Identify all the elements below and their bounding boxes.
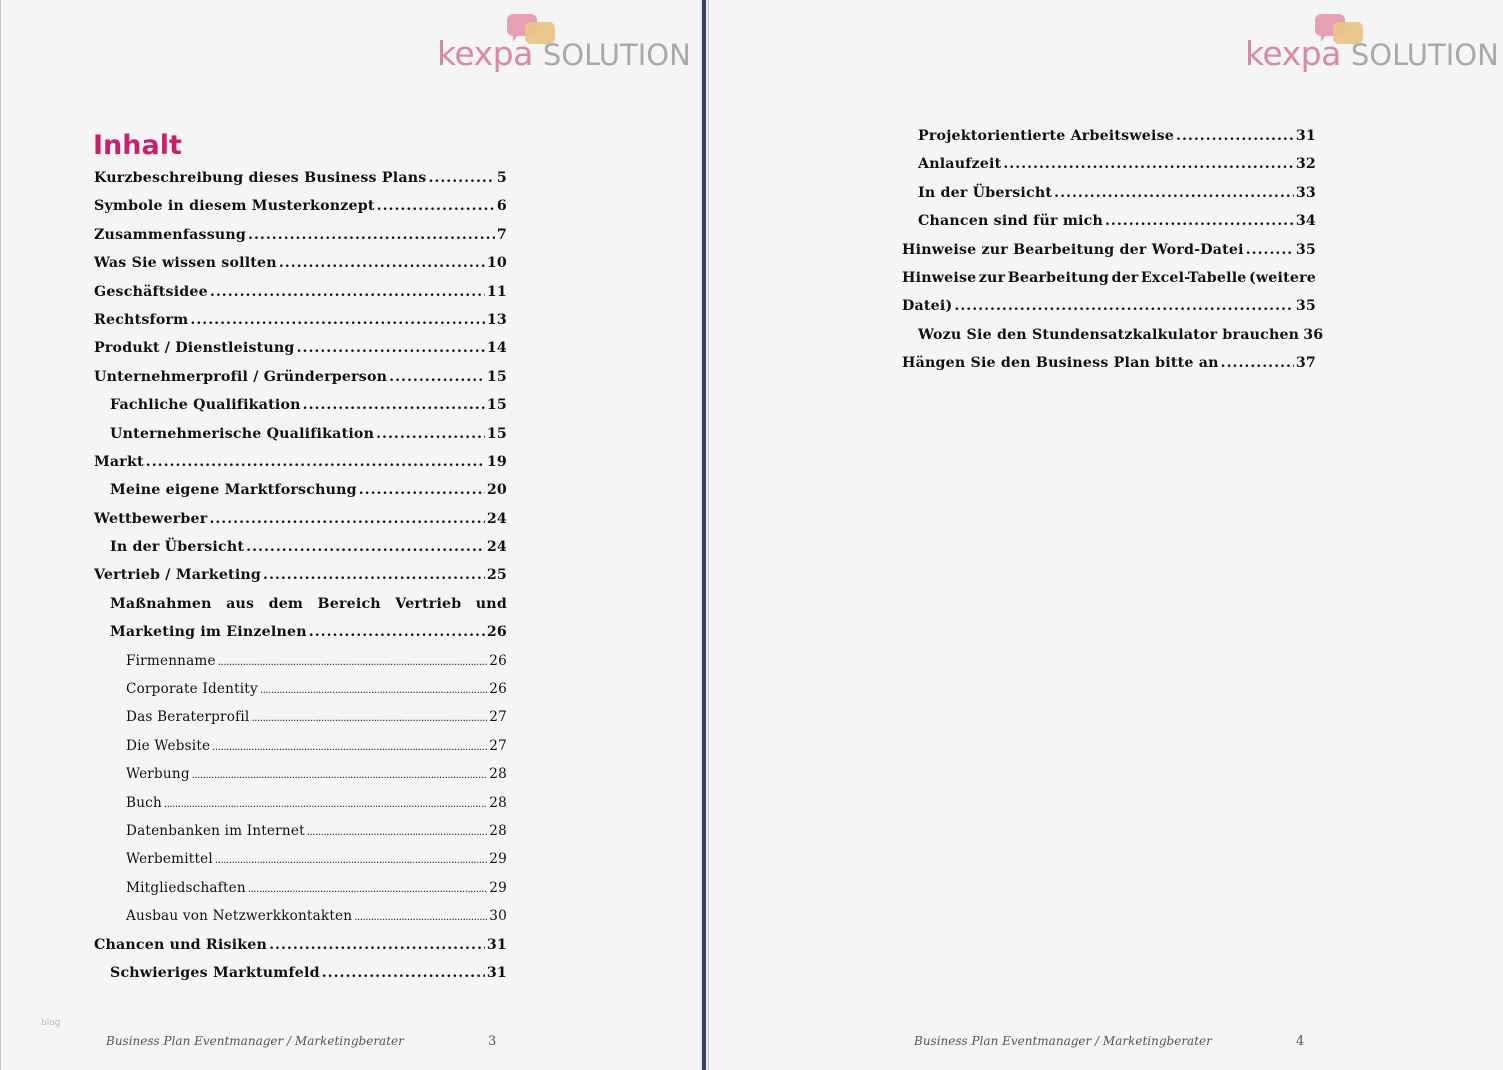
gutter-bar (702, 0, 706, 1070)
toc-entry-word: Bereich (317, 595, 381, 612)
page-footer: Business Plan Eventmanager / Marketingberater (914, 1034, 1212, 1048)
toc-entry-label: Rechtsform (94, 311, 189, 328)
toc-leader-dots (209, 505, 484, 533)
page-number: 3 (488, 1034, 497, 1049)
toc-entry-label: Marketing im Einzelnen (110, 624, 307, 641)
toc-entry-page: 32 (1295, 156, 1316, 173)
logo-text-secondary: SOLUTION (1350, 38, 1499, 72)
toc-entry-page: 24 (486, 510, 507, 527)
toc-leader-dots (307, 819, 488, 847)
company-logo (437, 12, 691, 74)
toc-entries-primary (94, 164, 507, 590)
toc-leader-dots (215, 847, 487, 875)
toc-entry-label: Werbung (126, 766, 190, 783)
toc-entry-label: Unternehmerprofil / Gründerperson (94, 368, 388, 385)
toc-entry-page: 26 (489, 681, 507, 698)
toc-leader-dots (1246, 236, 1294, 264)
toc-entry[interactable] (110, 618, 507, 646)
toc-entry-word: zur (978, 269, 1006, 286)
toc-entry-label: Schwieriges Marktumfeld (110, 964, 320, 981)
toc-leader-dots (260, 677, 487, 705)
toc-entry-page: 37 (1295, 355, 1316, 372)
toc-entries-top (902, 122, 1316, 264)
toc-entry-page: 31 (486, 936, 507, 953)
toc-entry-page: 14 (486, 340, 507, 357)
toc-entry-word: Bearbeitung (1007, 269, 1110, 286)
logo-wordmark (1245, 34, 1499, 75)
toc-entry[interactable] (110, 959, 507, 987)
toc-entry-word: und (475, 595, 507, 612)
toc-entry-page: 24 (486, 539, 507, 556)
toc-entry-word: Excel-Tabelle (1140, 269, 1247, 286)
toc-entry[interactable] (126, 789, 507, 817)
toc-leader-dots (354, 904, 487, 932)
toc-entry-page: 34 (1295, 213, 1316, 230)
toc-entry-label: Werbemittel (126, 851, 213, 868)
toc-leader-dots (309, 618, 485, 646)
toc-entry[interactable] (902, 349, 1316, 377)
page-4 (708, 0, 1503, 1070)
toc-entry-page: 36 (1303, 326, 1324, 343)
toc-entry-page: 5 (496, 170, 507, 186)
toc-entry-label: Ausbau von Netzwerkkontakten (126, 908, 353, 925)
table-of-contents-right (902, 122, 1324, 378)
page-gutter (700, 0, 708, 1070)
toc-entry[interactable] (94, 306, 507, 334)
toc-entry-label: Markt (94, 453, 144, 470)
toc-entry[interactable] (94, 334, 507, 362)
toc-entry-word: Maßnahmen (110, 595, 212, 612)
toc-entry[interactable] (94, 192, 507, 220)
toc-leader-dots (269, 931, 485, 959)
toc-entry[interactable] (126, 902, 507, 930)
toc-entry-label: Projektorientierte Arbeitsweise (918, 128, 1174, 144)
toc-entry-page: 15 (486, 425, 507, 442)
toc-entry-page: 15 (486, 368, 507, 385)
toc-entry[interactable] (918, 321, 1324, 349)
toc-entry[interactable] (110, 533, 507, 561)
toc-entry-label: Wettbewerber (94, 510, 208, 527)
toc-entry-label: Was Sie wissen sollten (94, 255, 277, 272)
toc-entry-label: Firmenname (126, 652, 216, 669)
toc-leader-dots (218, 649, 488, 677)
toc-entry-page: 19 (486, 453, 507, 470)
toc-entry[interactable] (94, 221, 507, 249)
toc-leader-dots (246, 533, 485, 561)
toc-leader-dots (303, 391, 485, 419)
toc-entry-label: Anlaufzeit (918, 156, 1002, 173)
toc-heading: Inhalt (93, 130, 182, 161)
toc-entry-page: 20 (486, 482, 507, 499)
toc-entry-word: Vertrieb (395, 595, 462, 612)
toc-leader-dots (954, 292, 1293, 320)
toc-entry-page: 29 (489, 879, 507, 896)
toc-entry-label: Datei) (902, 298, 953, 315)
toc-entry-page: 31 (1295, 128, 1316, 144)
toc-entry-page: 7 (496, 226, 507, 243)
toc-entry-label: Chancen und Risiken (94, 936, 268, 953)
toc-leader-dots (297, 334, 485, 362)
toc-entry-page: 35 (1295, 298, 1316, 315)
toc-entry[interactable] (94, 561, 507, 589)
toc-entry-word: Hinweise (902, 269, 977, 286)
logo-wordmark (437, 34, 691, 75)
toc-entry-label: Corporate Identity (126, 681, 258, 698)
toc-entry-label: Mitgliedschaften (126, 879, 246, 896)
toc-leader-dots (428, 164, 494, 192)
toc-entry-label: Buch (126, 794, 162, 811)
toc-entry[interactable] (126, 845, 507, 873)
toc-entry-word: aus (226, 595, 255, 612)
toc-entry[interactable] (110, 420, 507, 448)
toc-leader-dots (263, 561, 485, 589)
toc-entry-label: Die Website (126, 737, 211, 754)
table-of-contents-left (94, 164, 507, 987)
toc-leader-dots (389, 363, 485, 391)
toc-entries-bottom (902, 321, 1324, 378)
toc-leader-dots (1003, 150, 1293, 178)
toc-entry-page: 26 (486, 624, 507, 641)
toc-entry[interactable] (110, 476, 507, 504)
toc-leader-dots (1221, 349, 1294, 377)
toc-entry-label: Vertrieb / Marketing (94, 567, 262, 584)
toc-entry-page: 10 (486, 255, 507, 272)
toc-entry-page: 31 (486, 964, 507, 981)
toc-entry[interactable] (918, 122, 1316, 150)
toc-entry[interactable] (918, 179, 1316, 207)
toc-entry[interactable] (918, 150, 1316, 178)
toc-entries-sub (94, 647, 507, 931)
toc-entries-tail (94, 931, 507, 988)
toc-leader-dots (1176, 122, 1294, 150)
page-3 (0, 0, 701, 1070)
logo-text-secondary: SOLUTION (542, 38, 691, 72)
toc-entry-wrapped-line[interactable] (110, 590, 507, 618)
toc-entry[interactable] (126, 732, 507, 760)
toc-leader-dots (1054, 179, 1294, 207)
toc-entry[interactable] (126, 647, 507, 675)
toc-entry-page: 15 (486, 397, 507, 414)
toc-entry-page: 6 (496, 198, 507, 215)
toc-entry-label: In der Übersicht (918, 184, 1053, 201)
toc-entry[interactable] (94, 931, 507, 959)
logo-text-primary: kexpa (437, 34, 533, 73)
toc-entry-page: 28 (489, 822, 507, 839)
toc-entry-page: 25 (486, 567, 507, 584)
toc-leader-dots (248, 876, 487, 904)
toc-entry-label: Zusammenfassung (94, 226, 247, 243)
toc-entry-label: Symbole in diesem Musterkonzept (94, 198, 375, 215)
toc-entry-label: Hinweise zur Bearbeitung der Word-Datei (902, 241, 1244, 258)
toc-entry-page: 33 (1295, 184, 1316, 201)
toc-leader-dots (164, 791, 487, 819)
toc-entry-label: Meine eigene Marktforschung (110, 482, 357, 499)
toc-entry[interactable] (126, 675, 507, 703)
toc-entry-label: Datenbanken im Internet (126, 822, 305, 839)
toc-entry-label: Wozu Sie den Stundensatzkalkulator brauchen (918, 326, 1300, 343)
toc-leader-dots (210, 278, 485, 306)
toc-leader-dots (251, 705, 487, 733)
toc-entry-label: Produkt / Dienstleistung (94, 340, 295, 357)
toc-leader-dots (322, 959, 485, 987)
toc-entry-label: Hängen Sie den Business Plan bitte an (902, 355, 1219, 372)
toc-entry-page: 11 (486, 283, 507, 300)
toc-entry[interactable] (94, 164, 507, 192)
toc-entry-page: 28 (489, 794, 507, 811)
toc-leader-dots (376, 420, 485, 448)
toc-leader-dots (279, 249, 485, 277)
toc-entry[interactable] (126, 817, 507, 845)
page-footer: Business Plan Eventmanager / Marketingberater (106, 1034, 404, 1048)
toc-entry[interactable] (94, 278, 507, 306)
toc-entry[interactable] (126, 760, 507, 788)
company-logo (1245, 12, 1499, 74)
toc-entry[interactable] (902, 236, 1316, 264)
toc-entry-label: In der Übersicht (110, 539, 245, 556)
toc-entry-page: 28 (489, 766, 507, 783)
toc-entry-label: Kurzbeschreibung dieses Business Plans (94, 170, 427, 186)
toc-leader-dots (248, 221, 495, 249)
toc-entry-word: der (1111, 269, 1139, 286)
toc-entry[interactable] (94, 505, 507, 533)
toc-leader-dots (212, 734, 487, 762)
toc-leader-dots (359, 476, 485, 504)
toc-entry-wrapped-line[interactable] (902, 264, 1316, 292)
toc-leader-dots (190, 306, 484, 334)
toc-entry-page: 30 (489, 908, 507, 925)
logo-text-primary: kexpa (1245, 34, 1341, 73)
toc-leader-dots (377, 192, 495, 220)
toc-entry-page: 13 (486, 311, 507, 328)
toc-leader-dots (192, 762, 488, 790)
toc-entry[interactable] (126, 874, 507, 902)
toc-entry-label: Unternehmerische Qualifikation (110, 425, 375, 442)
toc-leader-dots (1105, 207, 1294, 235)
toc-entry-page: 35 (1295, 241, 1316, 258)
toc-entry[interactable] (94, 249, 507, 277)
watermark: blog (41, 1018, 61, 1028)
toc-entry-page: 26 (489, 652, 507, 669)
toc-entry-label: Chancen sind für mich (918, 213, 1103, 230)
toc-entry[interactable] (94, 363, 507, 391)
toc-entry[interactable] (110, 391, 507, 419)
toc-entry-label: Geschäftsidee (94, 283, 208, 300)
toc-entry-label: Das Beraterprofil (126, 709, 250, 726)
toc-entry-word: (weitere (1248, 269, 1316, 286)
toc-entry[interactable] (126, 703, 507, 731)
toc-entry-label: Fachliche Qualifikation (110, 397, 301, 414)
toc-entry-page: 27 (489, 709, 507, 726)
toc-entry[interactable] (902, 292, 1316, 320)
page-number: 4 (1296, 1034, 1305, 1049)
toc-leader-dots (146, 448, 485, 476)
toc-entry[interactable] (94, 448, 507, 476)
toc-entry-page: 29 (489, 851, 507, 868)
toc-entry[interactable] (918, 207, 1316, 235)
toc-entry-word: dem (268, 595, 304, 612)
toc-entry-page: 27 (489, 737, 507, 754)
